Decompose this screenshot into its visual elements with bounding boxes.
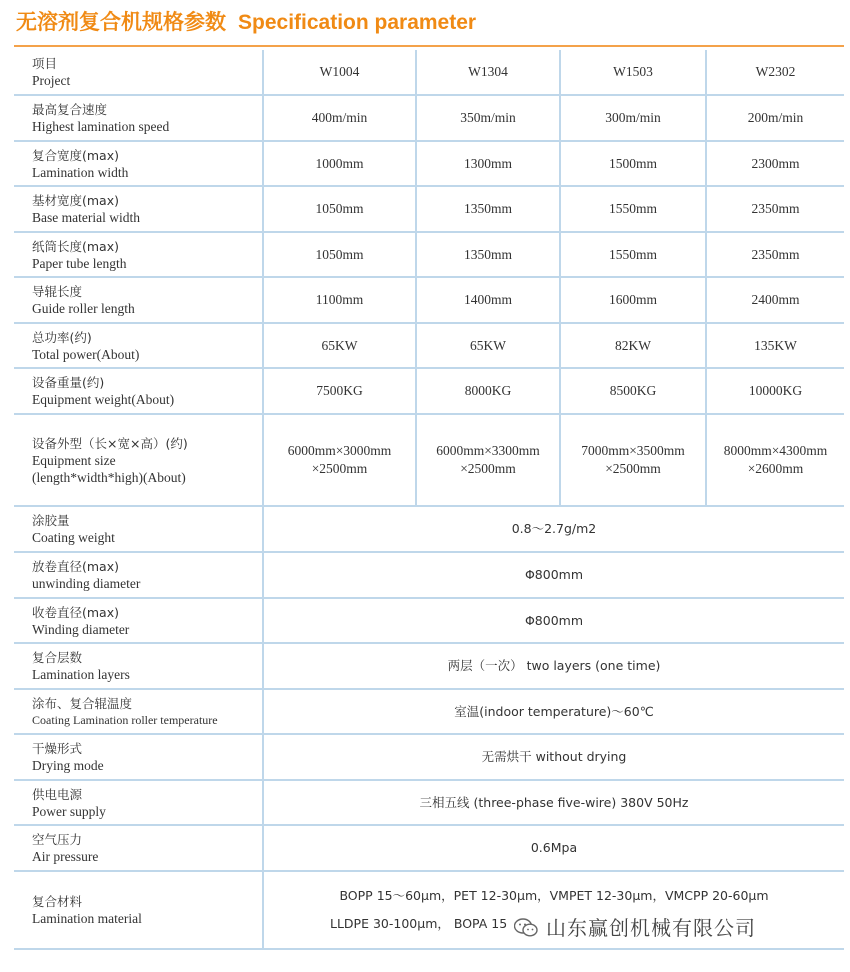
row-label-en: Coating Lamination roller temperature — [32, 712, 218, 727]
row-label-en: Base material width — [32, 210, 140, 225]
wechat-icon — [514, 918, 538, 938]
row-label-cn: 基材宽度(max) — [32, 193, 119, 208]
row-label — [14, 187, 262, 233]
row-label — [14, 781, 262, 826]
shared-value-cell: 0.8～2.7g/m2 — [262, 507, 844, 553]
value-cell: 1050mm — [262, 187, 415, 233]
row-label — [14, 507, 262, 553]
row-label-en: Total power(About) — [32, 346, 140, 362]
value-cell: 350m/min — [415, 96, 559, 142]
row-label-en: (length*width*high)(About) — [32, 469, 186, 485]
size-line: ×2500mm — [460, 461, 516, 476]
watermark — [508, 912, 762, 944]
title-divider — [14, 45, 844, 47]
value-cell: 8000KG — [415, 369, 559, 415]
table-row — [14, 507, 844, 553]
row-label-en: Lamination material — [32, 911, 142, 926]
value-cell: 1400mm — [415, 278, 559, 324]
header-label-en: Project — [32, 73, 71, 88]
model-header: W1004 — [262, 50, 415, 96]
table-row — [14, 187, 844, 233]
table-row — [14, 735, 844, 781]
table-row — [14, 644, 844, 690]
table-row — [14, 690, 844, 735]
row-label — [14, 96, 262, 142]
shared-value-cell: Φ800mm — [262, 599, 844, 644]
row-label — [14, 553, 262, 599]
value-cell — [705, 415, 844, 507]
row-label — [14, 826, 262, 872]
row-label-en: Paper tube length — [32, 255, 127, 271]
model-header: W1304 — [415, 50, 559, 96]
value-cell: 1350mm — [415, 187, 559, 233]
title-cn: 无溶剂复合机规格参数 — [16, 10, 226, 34]
value-cell: 300m/min — [559, 96, 705, 142]
value-cell: 1550mm — [559, 233, 705, 278]
size-line: 6000mm×3300mm — [436, 443, 540, 458]
table-row-equipment-size — [14, 415, 844, 507]
shared-value-cell: Φ800mm — [262, 553, 844, 599]
value-cell: 2350mm — [705, 187, 844, 233]
value-cell: 65KW — [262, 324, 415, 369]
row-label-en: Guide roller length — [32, 301, 135, 316]
value-cell: 1100mm — [262, 278, 415, 324]
value-cell: 8500KG — [559, 369, 705, 415]
row-label-cn: 干燥形式 — [32, 741, 83, 756]
value-cell: 7500KG — [262, 369, 415, 415]
value-cell: 1600mm — [559, 278, 705, 324]
size-line: ×2500mm — [605, 461, 661, 476]
value-cell: 1550mm — [559, 187, 705, 233]
value-cell: 1500mm — [559, 142, 705, 187]
row-label-cn: 涂布、复合辊温度 — [32, 695, 133, 711]
value-cell: 2300mm — [705, 142, 844, 187]
row-label — [14, 872, 262, 950]
row-label-en: Coating weight — [32, 530, 115, 545]
value-cell: 1350mm — [415, 233, 559, 278]
row-label-cn: 纸筒长度(max) — [32, 238, 119, 254]
table-row — [14, 96, 844, 142]
row-label-cn: 供电电源 — [32, 786, 83, 802]
size-line: ×2600mm — [747, 461, 804, 476]
value-cell — [415, 415, 559, 507]
row-label — [14, 415, 262, 507]
size-line: 7000mm×3500mm — [581, 443, 685, 458]
row-label-cn: 放卷直径(max) — [32, 559, 119, 574]
title-en: Specification parameter — [238, 11, 477, 34]
table-row — [14, 553, 844, 599]
model-header: W1503 — [559, 50, 705, 96]
row-label — [14, 369, 262, 415]
row-label-cn: 复合材料 — [32, 894, 83, 909]
value-cell: 1050mm — [262, 233, 415, 278]
model-header: W2302 — [705, 50, 844, 96]
table-row — [14, 278, 844, 324]
row-label — [14, 233, 262, 278]
row-label-en: Air pressure — [32, 849, 99, 864]
row-label-cn: 最高复合速度 — [32, 102, 108, 117]
spec-table — [14, 50, 844, 950]
row-label-cn: 设备外型（长×宽×高）(约) — [32, 435, 188, 451]
row-label-en: Drying mode — [32, 758, 104, 773]
value-cell: 200m/min — [705, 96, 844, 142]
row-label-cn: 导辊长度 — [32, 284, 83, 299]
row-label — [14, 142, 262, 187]
value-cell: 82KW — [559, 324, 705, 369]
shared-value-cell: 室温(indoor temperature)～60℃ — [262, 690, 844, 735]
value-cell: 1300mm — [415, 142, 559, 187]
table-row — [14, 826, 844, 872]
row-label-en: Equipment size — [32, 452, 116, 468]
watermark-text: 山东赢创机械有限公司 — [546, 916, 756, 940]
row-label-cn: 复合层数 — [32, 650, 83, 665]
row-label-en: Highest lamination speed — [32, 119, 170, 134]
row-label-en: Lamination layers — [32, 667, 130, 682]
row-label — [14, 599, 262, 644]
shared-value-cell: 无需烘干 without drying — [262, 735, 844, 781]
shared-value-cell: 0.6Mpa — [262, 826, 844, 872]
material-line: LLDPE 30-100μm， BOPA 15 — [330, 916, 508, 931]
value-cell: 2350mm — [705, 233, 844, 278]
row-label-cn: 涂胶量 — [32, 513, 70, 528]
table-row — [14, 599, 844, 644]
value-cell: 400m/min — [262, 96, 415, 142]
row-label — [14, 278, 262, 324]
value-cell — [262, 415, 415, 507]
table-header-row — [14, 50, 844, 96]
row-label — [14, 735, 262, 781]
table-row — [14, 781, 844, 826]
page-title — [16, 6, 476, 38]
value-cell: 2400mm — [705, 278, 844, 324]
shared-value-cell: 两层（一次） two layers (one time) — [262, 644, 844, 690]
table-row — [14, 142, 844, 187]
value-cell: 135KW — [705, 324, 844, 369]
row-label-en: Winding diameter — [32, 621, 130, 637]
row-label-en: Equipment weight(About) — [32, 392, 175, 407]
value-cell: 1000mm — [262, 142, 415, 187]
table-row — [14, 324, 844, 369]
row-label — [14, 644, 262, 690]
value-cell — [559, 415, 705, 507]
size-line: 8000mm×4300mm — [723, 443, 828, 458]
value-cell: 65KW — [415, 324, 559, 369]
row-label-en: unwinding diameter — [32, 576, 141, 591]
shared-value-cell: 三相五线 (three-phase five-wire) 380V 50Hz — [262, 781, 844, 826]
row-label — [14, 690, 262, 735]
row-label-cn: 空气压力 — [32, 832, 83, 847]
row-label-cn: 收卷直径(max) — [32, 604, 119, 620]
row-label-cn: 设备重量(约) — [32, 375, 105, 390]
header-label-cn: 项目 — [32, 56, 58, 71]
material-line: BOPP 15～60μm，PET 12-30μm，VMPET 12-30μm，VMCPP 20-60μm — [339, 888, 769, 903]
row-label-cn: 总功率(约) — [32, 329, 92, 345]
size-line: ×2500mm — [311, 461, 368, 476]
value-cell: 10000KG — [705, 369, 844, 415]
header-label-cell — [14, 50, 262, 96]
size-line: 6000mm×3000mm — [287, 443, 392, 458]
table-row — [14, 233, 844, 278]
row-label-en: Power supply — [32, 803, 106, 819]
row-label — [14, 324, 262, 369]
table-row — [14, 369, 844, 415]
row-label-cn: 复合宽度(max) — [32, 147, 119, 163]
row-label-en: Lamination width — [32, 164, 129, 180]
